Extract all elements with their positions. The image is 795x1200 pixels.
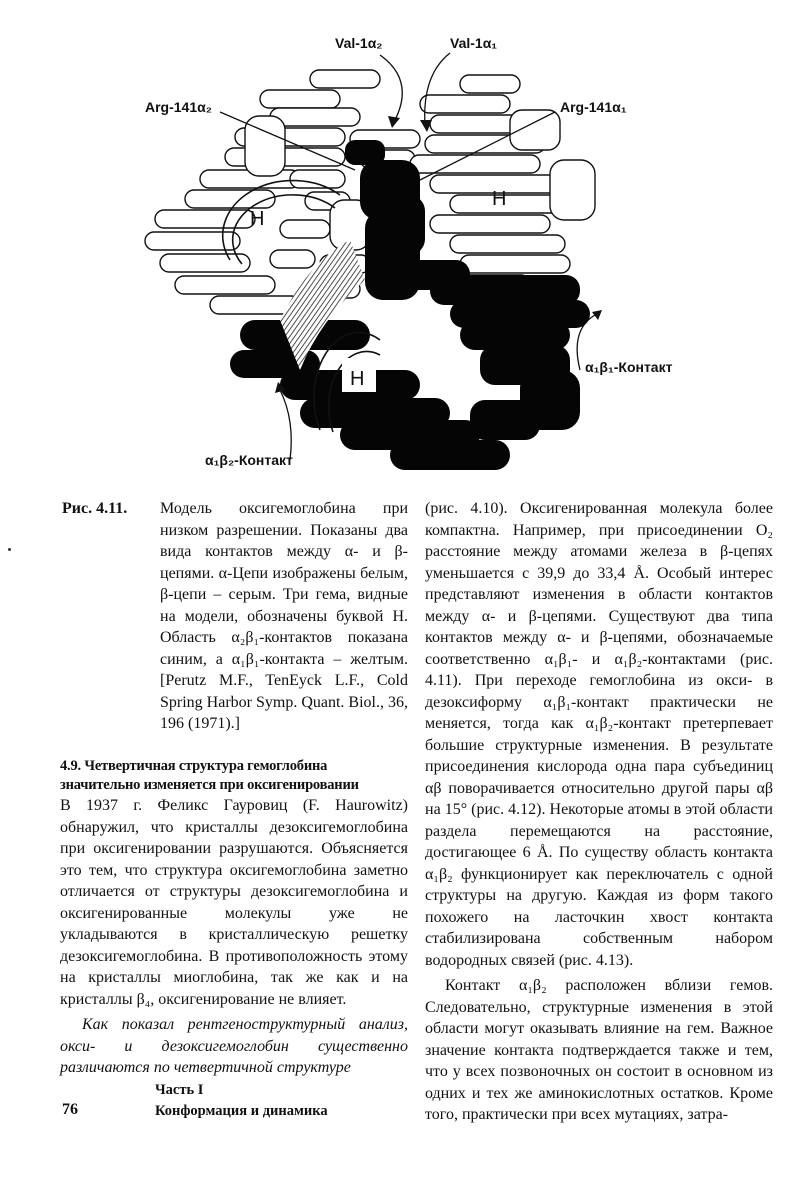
part-title: Конформация и динамика (155, 1103, 328, 1119)
label-contact-a1b2: α₁β₂-Контакт (205, 452, 293, 468)
right-paragraph-2: Контакт α₁β₂ расположен вблизи гемов. Следовательно, структурные изменения в этой области могут оказывать влияние на гем. Важное значение контакта подтверждается также и тем, что у всех позвоночных он состоит в основном из одних и тех же аминокислотных остатков. Кроме того, практически при всех мутациях, затра- (425, 977, 773, 1123)
hemoglobin-model-figure (130, 20, 710, 485)
label-val-a1: Val-1α₁ (450, 35, 498, 51)
section-4-9 (60, 757, 408, 1079)
figure-caption-label: Рис. 4.11. (62, 500, 128, 517)
heme-label-bottom: H (350, 368, 365, 390)
right-paragraph-1: (рис. 4.10). Оксигенированная молекула более компактна. Например, при присоединении O₂ расстояние между атомами железа в β-цепях уменьшается с 39,9 до 33,4 Å. Особый интерес представляют изменения в области контактов между α- и β-цепями. Существуют два типа контактов между α- и β-цепями, обозначаемые соответственно α₁β₁- и α₁β₂-контактами (рис. 4.11). При переходе гемоглобина из окси- в дезоксиформу α₁β₁-контакт практически не меняется, тогда как α₁β₂-контакт претерпевает большие структурные изменения. В результате присоединения кислорода одна пара субъединиц αβ поворачивается относительно другой пары αβ на 15° (рис. 4.12). Некоторые атомы в этой области раздела перемещаются на расстояние, достигающее 6 Å. По существу область контакта α₁β₂ функционирует как переключатель с одной структуры на другую. Каждая из форм такого похожего на ласточкин хвост контакта стабилизирована собственным набором водородных связей (рис. 4.13). (425, 500, 773, 969)
page-number: 76 (62, 1101, 78, 1118)
section-body: В 1937 г. Феликс Гауровиц (F. Haurowitz) обнаружил, что кристаллы дезоксигемоглобина при оксигенировании разрушаются. Объясняется это тем, что структура оксигемоглобина заметно отличается от структуры дезоксигемоглобина и оксигенированные молекулы уже не укладываются в кристаллическую решетку дезоксигемоглобина. В противоположность этому на кристаллы миоглобина, так же как и на кристаллы β₄, оксигенирование не влияет. (60, 797, 408, 1008)
label-arg-a1: Arg-141α₁ (560, 99, 627, 115)
section-italic-paragraph: Как показал рентгеноструктурный анализ, окси- и дезоксигемоглобин существенно различаются по четвертичной структуре (60, 1016, 408, 1076)
stray-mark (8, 548, 11, 551)
heme-label-right: H (492, 188, 507, 210)
section-heading: 4.9. Четвертичная структура гемоглобина значительно изменяется при оксигенировании (60, 758, 359, 793)
heme-label-left: H (250, 208, 265, 230)
right-column (425, 498, 773, 1126)
figure-caption: Модель оксигемоглобина при низком разрешении. Показаны два вида контактов между α- и β-цепями. α-Цепи изображены белым, β-цепи – серым. Три гема, видные на модели, обозначены буквой H. Область α₂β₁-контактов показана синим, а α₁β₁-контакта – желтым. [Perutz M.F., TenEyck L.F., Cold Spring Harbor Symp. Quant. Biol., 36, 196 (1971).] (160, 500, 408, 732)
running-footer (155, 1080, 328, 1122)
label-arg-a2: Arg-141α₂ (145, 99, 212, 115)
label-val-a2: Val-1α₂ (335, 35, 383, 51)
hemoglobin-model-drawing (130, 20, 710, 485)
label-contact-a1b1: α₁β₁-Контакт (585, 359, 673, 375)
part-number: Часть I (155, 1082, 204, 1098)
